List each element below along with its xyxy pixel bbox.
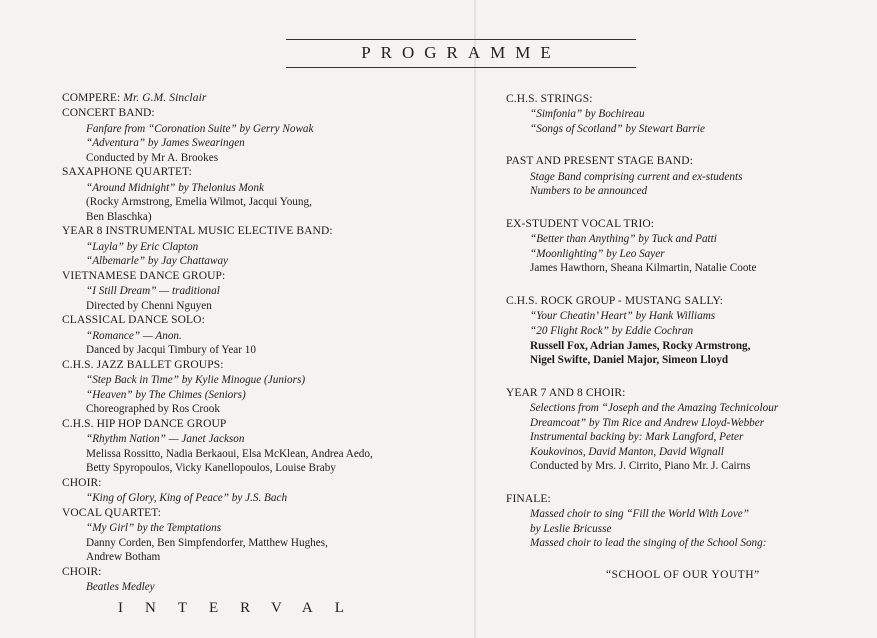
school-song-title: “SCHOOL OF OUR YOUTH” xyxy=(606,569,760,582)
act-title: FINALE: xyxy=(506,492,551,505)
act-choir xyxy=(62,565,462,595)
act-detail-line: Selections from “Joseph and the Amazing Technicolour xyxy=(530,402,779,415)
act-detail-line: “Better than Anything” by Tuck and Patti xyxy=(530,233,717,246)
compere-line xyxy=(62,91,462,106)
compere-label: COMPERE: xyxy=(62,92,121,104)
act-title: CLASSICAL DANCE SOLO: xyxy=(62,314,205,327)
act-detail-line: Koukovinos, David Manton, David Wignall xyxy=(530,445,724,458)
act-detail-line: “Rhythm Nation” — Janet Jackson xyxy=(86,433,245,446)
act-detail-line: “Layla” by Eric Clapton xyxy=(86,240,199,253)
act-title: VOCAL QUARTET: xyxy=(62,506,162,519)
act-detail-line: Conducted by Mrs. J. Cirrito, Piano Mr. J. Cairns xyxy=(530,460,751,473)
act-detail-line: Instrumental backing by: Mark Langford, Peter xyxy=(530,431,744,444)
act-detail-line: Massed choir to sing “Fill the World With Love” xyxy=(530,508,749,521)
act-detail-line: “I Still Dream” — traditional xyxy=(86,285,220,298)
act-past-and-present-stage-band xyxy=(506,154,866,198)
act-title: EX-STUDENT VOCAL TRIO: xyxy=(506,217,655,230)
act-detail-line: Conducted by Mr A. Brookes xyxy=(86,151,219,164)
act-detail-line: “Moonlighting” by Leo Sayer xyxy=(530,247,665,260)
act-detail-line: Danced by Jacqui Timbury of Year 10 xyxy=(86,344,256,357)
act-title: YEAR 7 AND 8 CHOIR: xyxy=(506,386,626,399)
left-column xyxy=(62,91,462,595)
act-detail-line: by Leslie Bricusse xyxy=(530,522,612,535)
act-c-h-s-strings xyxy=(506,92,866,136)
act-c-h-s-rock-group-mustang-sally xyxy=(506,294,866,368)
act-detail-line: Stage Band comprising current and ex-students xyxy=(530,170,743,183)
act-title: C.H.S. HIP HOP DANCE GROUP xyxy=(62,417,227,430)
compere-name: Mr. G.M. Sinclair xyxy=(123,92,207,104)
act-choir xyxy=(62,476,462,506)
heading-rule-bottom xyxy=(286,67,636,68)
act-detail-line: “Albemarle” by Jay Chattaway xyxy=(86,255,229,268)
act-vietnamese-dance-group xyxy=(62,269,462,313)
act-detail-line: Dreamcoat” by Tim Rice and Andrew Lloyd-Webber xyxy=(530,416,765,429)
act-detail-line: Choreographed by Ros Crook xyxy=(86,403,220,416)
act-detail-line: “Step Back in Time” by Kylie Minogue (Juniors) xyxy=(86,374,306,387)
act-detail-line: “King of Glory, King of Peace” by J.S. Bach xyxy=(86,492,288,505)
act-vocal-quartet xyxy=(62,506,462,565)
act-detail-line: Betty Spyropoulos, Vicky Kanellopoulos, Louise Braby xyxy=(86,462,336,475)
interval-label: INTERVAL xyxy=(118,600,366,616)
act-detail-line: Ben Blaschka) xyxy=(86,210,152,223)
act-c-h-s-jazz-ballet-groups xyxy=(62,358,462,417)
act-title: C.H.S. ROCK GROUP - MUSTANG SALLY: xyxy=(506,295,724,308)
heading-rule-top xyxy=(286,39,636,40)
act-title: CHOIR: xyxy=(62,566,102,579)
act-detail-line: Nigel Swifte, Daniel Major, Simeon Lloyd xyxy=(530,354,729,367)
act-title: YEAR 8 INSTRUMENTAL MUSIC ELECTIVE BAND: xyxy=(62,225,333,238)
act-saxaphone-quartet xyxy=(62,165,462,224)
act-detail-line: “Your Cheatin’ Heart” by Hank Williams xyxy=(530,310,716,323)
left-sections xyxy=(62,106,462,595)
act-detail-line: “Around Midnight” by Thelonius Monk xyxy=(86,181,264,194)
act-detail-line: “Adventura” by James Swearingen xyxy=(86,137,245,150)
act-detail-line: Beatles Medley xyxy=(86,581,155,594)
act-year-7-and-8-choir xyxy=(506,386,866,474)
act-title: VIETNAMESE DANCE GROUP: xyxy=(62,269,226,282)
act-finale xyxy=(506,492,866,551)
act-detail-line: Fanfare from “Coronation Suite” by Gerry Nowak xyxy=(86,122,314,135)
right-column xyxy=(506,92,866,581)
act-c-h-s-hip-hop-dance-group xyxy=(62,417,462,476)
right-sections xyxy=(506,92,866,551)
act-detail-line: James Hawthorn, Sheana Kilmartin, Natalie Coote xyxy=(530,262,757,275)
act-title: CONCERT BAND: xyxy=(62,107,155,120)
act-detail-line: Russell Fox, Adrian James, Rocky Armstrong, xyxy=(530,339,751,352)
act-title: CHOIR: xyxy=(62,477,102,490)
act-detail-line: “Romance” — Anon. xyxy=(86,329,182,342)
act-detail-line: Directed by Chenni Nguyen xyxy=(86,299,212,312)
act-detail-line: “Heaven” by The Chimes (Seniors) xyxy=(86,388,246,401)
act-detail-line: Numbers to be announced xyxy=(530,185,648,198)
act-classical-dance-solo xyxy=(62,313,462,357)
act-detail-line: Danny Corden, Ben Simpfendorfer, Matthew Hughes, xyxy=(86,536,328,549)
act-detail-line: Massed choir to lead the singing of the School Song: xyxy=(530,537,767,550)
page-fold xyxy=(474,0,476,638)
act-detail-line: “20 Flight Rock” by Eddie Cochran xyxy=(530,324,694,337)
act-title: PAST AND PRESENT STAGE BAND: xyxy=(506,155,693,168)
act-title: C.H.S. STRINGS: xyxy=(506,93,593,105)
act-detail-line: “Simfonia” by Bochireau xyxy=(530,108,645,121)
act-year-8-instrumental-music-elective-band xyxy=(62,224,462,268)
compere-section xyxy=(62,91,462,106)
act-title: SAXAPHONE QUARTET: xyxy=(62,166,192,179)
act-detail-line: Andrew Botham xyxy=(86,551,161,564)
act-detail-line: Melissa Rossitto, Nadia Berkaoui, Elsa McKlean, Andrea Aedo, xyxy=(86,447,373,460)
act-detail-line: “My Girl” by the Temptations xyxy=(86,522,222,535)
act-detail-line: (Rocky Armstrong, Emelia Wilmot, Jacqui Young, xyxy=(86,196,312,209)
act-concert-band xyxy=(62,106,462,165)
act-detail-line: “Songs of Scotland” by Stewart Barrie xyxy=(530,122,705,135)
act-title: C.H.S. JAZZ BALLET GROUPS: xyxy=(62,358,224,371)
act-ex-student-vocal-trio xyxy=(506,217,866,276)
programme-heading: PROGRAMME xyxy=(361,43,561,62)
